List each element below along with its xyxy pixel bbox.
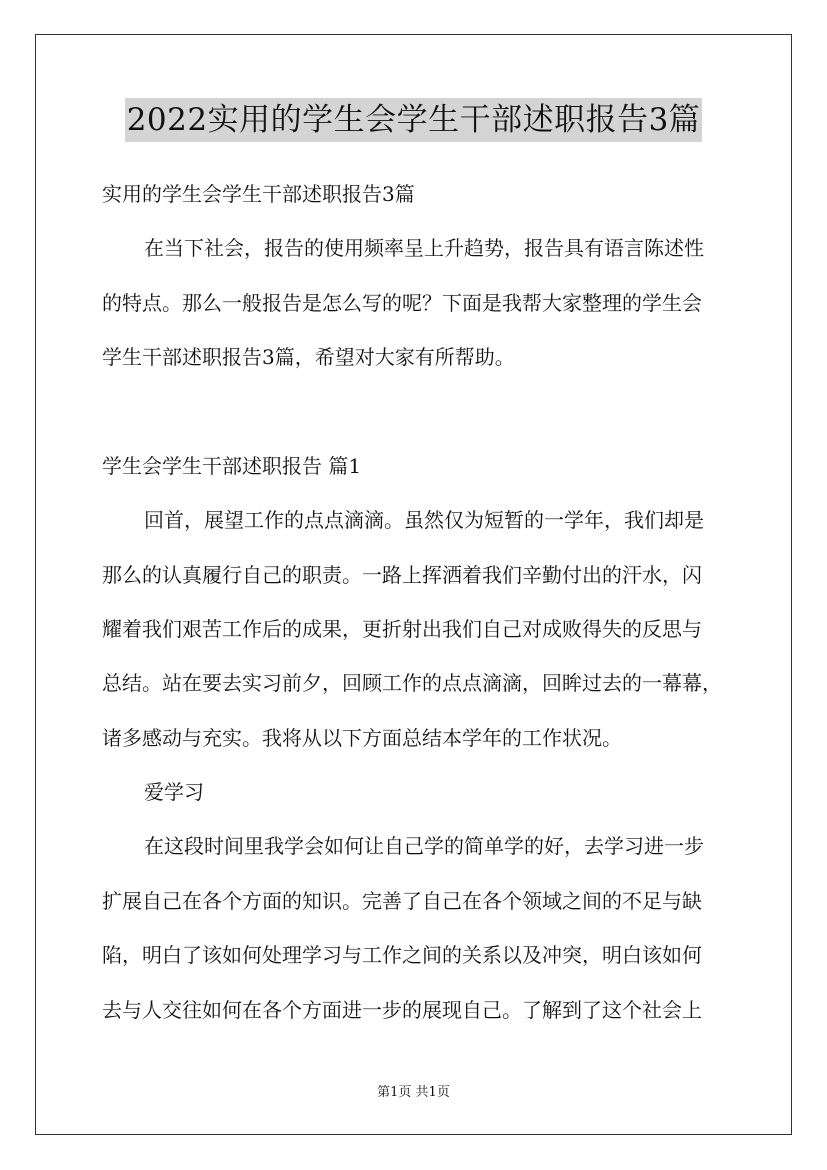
paragraph-line: 的特点。那么一般报告是怎么写的呢？下面是我帮大家整理的学生会 <box>102 291 702 315</box>
title-container <box>0 98 827 142</box>
document-title: 2022实用的学生会学生干部述职报告3篇 <box>125 98 703 142</box>
paragraph-line: 学生干部述职报告3篇，希望对大家有所帮助。 <box>102 345 515 369</box>
paragraph-line: 耀着我们艰苦工作后的成果，更折射出我们自己对成败得失的反思与 <box>102 617 702 641</box>
paragraph-line: 那么的认真履行自己的职责。一路上挥洒着我们辛勤付出的汗水，闪 <box>102 563 702 587</box>
paragraph-line: 在这段时间里我学会如何让自己学的简单学的好，去学习进一步 <box>144 834 704 858</box>
subheading-love-study: 爱学习 <box>144 780 204 804</box>
section-heading: 学生会学生干部述职报告 篇1 <box>102 454 362 478</box>
paragraph-line: 去与人交往如何在各个方面进一步的展现自己。了解到了这个社会上 <box>102 998 702 1022</box>
paragraph-line: 扩展自己在各个方面的知识。完善了自己在各个领域之间的不足与缺 <box>102 889 702 913</box>
page-number-footer: 第1页 共1页 <box>377 1085 450 1100</box>
paragraph-line: 在当下社会，报告的使用频率呈上升趋势，报告具有语言陈述性 <box>144 236 704 260</box>
subtitle-line: 实用的学生会学生干部述职报告3篇 <box>102 182 415 206</box>
paragraph-line: 陷，明白了该如何处理学习与工作之间的关系以及冲突，明白该如何 <box>102 943 702 967</box>
paragraph-line: 总结。站在要去实习前夕，回顾工作的点点滴滴，回眸过去的一幕幕， <box>102 671 722 695</box>
paragraph-line: 诸多感动与充实。我将从以下方面总结本学年的工作状况。 <box>102 726 622 750</box>
paragraph-line: 回首，展望工作的点点滴滴。虽然仅为短暂的一学年，我们却是 <box>144 508 704 532</box>
